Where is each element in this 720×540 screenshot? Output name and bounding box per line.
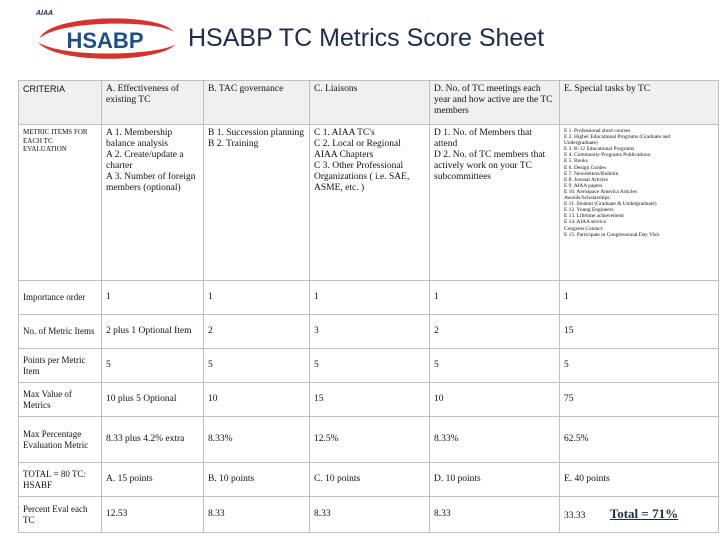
- table-cell: 15: [310, 383, 430, 417]
- table-cell: 5: [430, 349, 560, 383]
- metric-c-cell: [310, 125, 430, 281]
- table-cell: 2: [430, 315, 560, 349]
- table-cell: 12.53: [102, 497, 204, 533]
- table-cell: 8.33%: [204, 417, 310, 463]
- metric-e-item: Congress Contact:: [564, 225, 604, 232]
- metric-c2: C 2. Local or Regional AIAA Chapters: [314, 139, 401, 160]
- table-cell: 10: [430, 383, 560, 417]
- table-cell: 12.5%: [310, 417, 430, 463]
- table-row: [19, 463, 719, 497]
- metric-items-label: METRIC ITEMS FOR EACH TC EVALUATION: [19, 125, 102, 281]
- row-label: Percent Eval each TC: [19, 497, 102, 533]
- header-c: C. Liaisons: [310, 81, 430, 125]
- table-cell: 1: [310, 281, 430, 315]
- table-cell: 10: [204, 383, 310, 417]
- metric-e-item: E 12. Young Engineers: [564, 207, 614, 214]
- metric-a2: A 2. Create/update a charter: [106, 150, 184, 171]
- row-label: Importance order: [19, 281, 102, 315]
- aiaa-logo-text: AIAA: [36, 10, 54, 17]
- metric-a1: A 1. Membership balance analysis: [106, 128, 173, 149]
- page-title: HSABP TC Metrics Score Sheet: [188, 24, 545, 52]
- metrics-table: [18, 80, 719, 533]
- table-row: [19, 349, 719, 383]
- table-cell: [560, 497, 719, 533]
- metric-c3: C 3. Other Professional Organizations ( i.e. SAE, ASME, etc. ): [314, 161, 410, 193]
- table-cell: 1: [560, 281, 719, 315]
- metric-e-item: E 5. Books: [564, 158, 588, 165]
- row-label: Points per Metric Item: [19, 349, 102, 383]
- row-label: Max Percentage Evaluation Metric: [19, 417, 102, 463]
- metric-e-item: E 8. Journal Articles: [564, 176, 609, 183]
- table-cell: 8.33 plus 4.2% extra: [102, 417, 204, 463]
- metric-e-item: E 10. Aerospace America Articles: [564, 188, 637, 195]
- metric-e-item: E 14. AIAA service: [564, 219, 607, 226]
- table-cell: 5: [560, 349, 719, 383]
- row-label: TOTAL = 80 TC: HSABF: [19, 463, 102, 497]
- metric-e-item: Awards/Scholarships:: [564, 195, 611, 202]
- metric-a3: A 3. Number of foreign members (optional): [106, 172, 196, 193]
- table-header-row: [19, 81, 719, 125]
- metric-e-item: E 13. Lifetime achievement: [564, 213, 624, 220]
- logo-swoosh-icon: [30, 8, 180, 68]
- percent-e: 33.33: [564, 510, 586, 521]
- metric-e-cell: [560, 125, 719, 281]
- table-cell: 75: [560, 383, 719, 417]
- table-cell: 8.33%: [430, 417, 560, 463]
- metric-e-item: E 7. Newsletters/Bulletin: [564, 170, 619, 177]
- row-label: No. of Metric Items: [19, 315, 102, 349]
- header: [0, 0, 720, 78]
- table-cell: 3: [310, 315, 430, 349]
- table-cell: 2 plus 1 Optional Item: [102, 315, 204, 349]
- metric-a-cell: [102, 125, 204, 281]
- metric-b-cell: [204, 125, 310, 281]
- metric-e-item: Undergraduate): [564, 140, 598, 147]
- metric-items-row: [19, 125, 719, 281]
- metric-d2: D 2. No. of TC members that actively work on your TC subcommittees: [434, 150, 546, 182]
- metric-e-item: E 15. Participate in Congressional Day Visit: [564, 231, 660, 238]
- table-cell: D. 10 points: [430, 463, 560, 497]
- table-row: [19, 281, 719, 315]
- header-e: E. Special tasks by TC: [560, 81, 719, 125]
- table-cell: 8.33: [430, 497, 560, 533]
- metric-e-item: E 11. Student (Graduate & Undergraduate): [564, 201, 657, 208]
- total-percentage: Total = 71%: [609, 505, 679, 521]
- table-cell: 15: [560, 315, 719, 349]
- table-cell: 62.5%: [560, 417, 719, 463]
- table-row: [19, 417, 719, 463]
- table-cell: 5: [102, 349, 204, 383]
- hsabp-logo: [30, 8, 180, 68]
- table-row: [19, 383, 719, 417]
- metric-d1: D 1. No. of Members that attend: [434, 128, 532, 149]
- row-label: Max Value of Metrics: [19, 383, 102, 417]
- header-a: A. Effectiveness of existing TC: [102, 81, 204, 125]
- table-row: [19, 315, 719, 349]
- metric-e-item: E 1. Professional short courses: [564, 128, 631, 134]
- metric-b2: B 2. Training: [208, 139, 259, 149]
- table-cell: 1: [204, 281, 310, 315]
- metric-c1: C 1. AIAA TC's: [314, 128, 375, 138]
- table-cell: E. 40 points: [560, 463, 719, 497]
- header-b: B. TAC governance: [204, 81, 310, 125]
- table-cell: B. 10 points: [204, 463, 310, 497]
- header-criteria: CRITERIA: [19, 81, 102, 125]
- metric-d-cell: [430, 125, 560, 281]
- metric-e-item: E 2. Higher Educational Programs (Graduate and: [564, 134, 671, 141]
- table-cell: C. 10 points: [310, 463, 430, 497]
- metric-e-item: E 3. K-12 Educational Programs: [564, 146, 635, 153]
- header-d: D. No. of TC meetings each year and how active are the TC members: [430, 81, 560, 125]
- table-cell: 1: [102, 281, 204, 315]
- table-cell: 8.33: [310, 497, 430, 533]
- table-cell: A. 15 points: [102, 463, 204, 497]
- metric-e-item: E 6. Design Guides: [564, 164, 606, 171]
- table-cell: 5: [310, 349, 430, 383]
- table-row: [19, 497, 719, 533]
- table-cell: 8.33: [204, 497, 310, 533]
- metric-e-item: E 9. AIAA papers: [564, 182, 603, 189]
- metric-b1: B 1. Succession planning: [208, 128, 305, 138]
- table-cell: 1: [430, 281, 560, 315]
- table-cell: 2: [204, 315, 310, 349]
- logo-text: HSABP: [66, 28, 144, 53]
- table-cell: 5: [204, 349, 310, 383]
- table-cell: 10 plus 5 Optional: [102, 383, 204, 417]
- metric-e-item: E 4. Community Programs Publications:: [564, 152, 652, 159]
